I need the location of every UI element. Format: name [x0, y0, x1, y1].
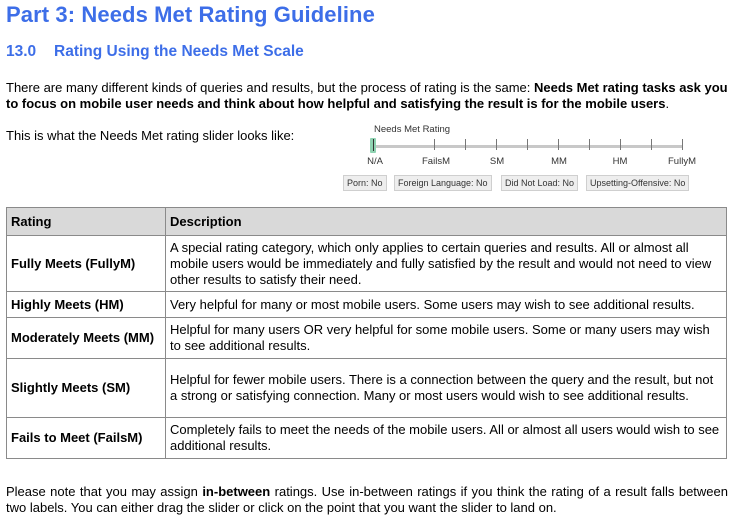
slider-tick[interactable]: [465, 139, 466, 150]
intro-end: .: [665, 96, 670, 111]
description-cell: Helpful for fewer mobile users. There is a connection between the query and the result, but not a strong or satisfying connection. Many or most users would wish to see additional results.: [166, 359, 727, 418]
note-text: Please note that you may assign: [6, 484, 203, 499]
intro-bold-text: Needs Met rating tasks ask you to focus on mobile user needs and think about how helpful and satisfying the result is for the mobile users: [6, 80, 728, 111]
page-title: Part 3: Needs Met Rating Guideline: [6, 2, 375, 27]
flag-foreign-language-button[interactable]: Foreign Language: No: [394, 175, 492, 191]
description-cell: A special rating category, which only applies to certain queries and results. All or almost all mobile users would be immediately and fully satisfied by the result and would not need to view other results to satisfy their need.: [166, 236, 727, 292]
slider-tick[interactable]: [496, 139, 497, 150]
column-header-rating: Rating: [7, 208, 166, 236]
flag-did-not-load-button[interactable]: Did Not Load: No: [501, 175, 578, 191]
slider-tick[interactable]: [434, 139, 435, 150]
table-row: [7, 418, 727, 459]
description-cell: Completely fails to meet the needs of the mobile users. All or almost all users would wish to see additional results.: [166, 418, 727, 459]
slider-caption: This is what the Needs Met rating slider looks like:: [6, 128, 295, 143]
rating-cell: Fails to Meet (FailsM): [7, 418, 166, 459]
table-row: [7, 236, 727, 292]
rating-cell: Slightly Meets (SM): [7, 359, 166, 418]
slider-tick[interactable]: [682, 139, 683, 150]
note-text-end: ratings. Use in-between ratings if you think the rating of a result falls between two labels. You can either drag the slider or click on the point that you want the slider to land on.: [6, 484, 728, 515]
slider-tick[interactable]: [651, 139, 652, 150]
flag-upsetting-offensive-button[interactable]: Upsetting-Offensive: No: [586, 175, 689, 191]
description-cell: Helpful for many users OR very helpful for some mobile users. Some or many users may wish to see additional results.: [166, 318, 727, 359]
slider-tick[interactable]: [589, 139, 590, 150]
slider-label-fullym: FullyM: [668, 156, 696, 167]
slider-track[interactable]: [374, 145, 682, 148]
slider-label-sm: SM: [489, 156, 505, 167]
intro-text: There are many different kinds of queries and results, but the process of rating is the same:: [6, 80, 534, 95]
description-cell: Very helpful for many or most mobile users. Some users may wish to see additional results.: [166, 292, 727, 318]
note-paragraph: [6, 484, 728, 516]
rating-cell: Highly Meets (HM): [7, 292, 166, 318]
column-header-description: Description: [166, 208, 727, 236]
needs-met-slider-widget: [340, 118, 734, 193]
slider-tick[interactable]: [558, 139, 559, 150]
section-title: Rating Using the Needs Met Scale: [54, 43, 304, 60]
section-heading: [6, 43, 304, 61]
table-row: [7, 359, 727, 418]
slider-label-failsm: FailsM: [422, 156, 450, 167]
slider-tick[interactable]: [620, 139, 621, 150]
slider-label-hm: HM: [612, 156, 628, 167]
flag-porn-button[interactable]: Porn: No: [343, 175, 387, 191]
table-row: [7, 318, 727, 359]
note-bold-text: in-between: [202, 484, 271, 499]
table-header-row: [7, 208, 727, 236]
slider-thumb[interactable]: [370, 138, 376, 153]
slider-label-na: N/A: [367, 156, 383, 167]
ratings-table: [6, 207, 727, 459]
slider-label-mm: MM: [551, 156, 567, 167]
rating-cell: Moderately Meets (MM): [7, 318, 166, 359]
slider-tick[interactable]: [527, 139, 528, 150]
intro-paragraph: [6, 80, 730, 112]
section-number: 13.0: [6, 43, 37, 60]
table-row: [7, 292, 727, 318]
slider-title: Needs Met Rating: [374, 124, 451, 135]
rating-cell: Fully Meets (FullyM): [7, 236, 166, 292]
